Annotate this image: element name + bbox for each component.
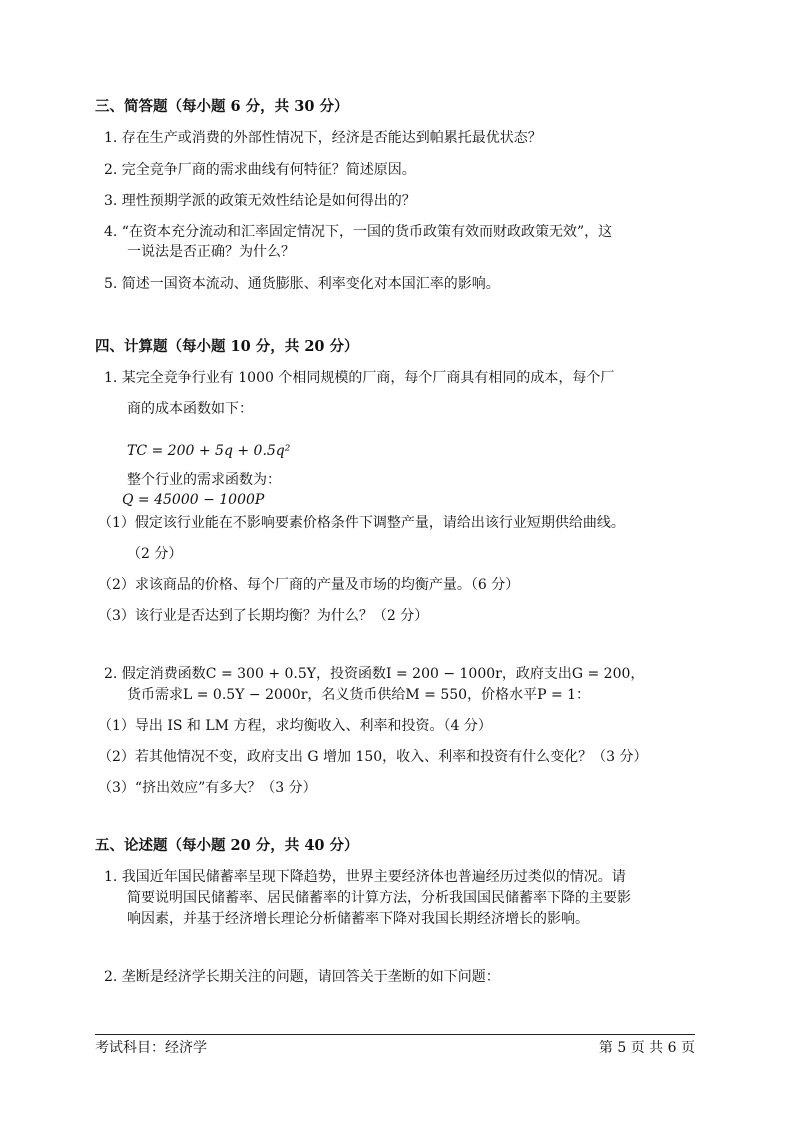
question-item: 4. “在资本充分流动和汇率固定情况下，一国的货币政策有效而财政政策无效”，这: [104, 224, 613, 240]
essay-q1-line: 响因素，并基于经济增长理论分析储蓄率下降对我国长期经济增长的影响。: [127, 911, 589, 927]
footer-page-number: 第 5 页 共 6 页: [598, 1040, 695, 1056]
section-heading-short-answer: 三、简答题（每小题 6 分，共 30 分）: [95, 98, 349, 115]
demand-intro: 整个行业的需求函数为：: [127, 472, 281, 488]
section-heading-calculation: 四、计算题（每小题 10 分，共 20 分）: [95, 338, 359, 355]
question-item: 5. 简述一国资本流动、通货膨胀、利率变化对本国汇率的影响。: [104, 276, 500, 292]
question-item-continuation: 一说法是否正确？为什么？: [127, 244, 295, 260]
calc-q1-line: 商的成本函数如下：: [127, 401, 253, 417]
sub-question-points: （2 分）: [127, 546, 183, 562]
sub-question: （1）假定该行业能在不影响要素价格条件下调整产量，请给出该行业短期供给曲线。: [98, 515, 625, 531]
section-heading-essay: 五、论述题（每小题 20 分，共 40 分）: [95, 837, 359, 854]
footer-subject: 考试科目：经济学: [95, 1040, 207, 1056]
question-item: 2. 完全竞争厂商的需求曲线有何特征？简述原因。: [104, 162, 416, 178]
sub-question: （3）该行业是否达到了长期均衡？为什么？（2 分）: [98, 608, 429, 624]
calc-q2-line: 2. 假定消费函数C = 300 + 0.5Y，投资函数I = 200 − 1000r，政府支出G = 200，: [104, 666, 645, 682]
cost-function-formula: TC = 200 + 5q + 0.5q²: [127, 443, 291, 459]
question-item: 1. 存在生产或消费的外部性情况下，经济是否能达到帕累托最优状态？: [104, 130, 542, 146]
essay-q1-line: 简要说明国民储蓄率、居民储蓄率的计算方法，分析我国国民储蓄率下降的主要影: [127, 890, 631, 906]
sub-question: （2）求该商品的价格、每个厂商的产量及市场的均衡产量。（6 分）: [98, 577, 520, 593]
sub-question: （3）“挤出效应”有多大？（3 分）: [98, 780, 317, 796]
calc-q1-line: 1. 某完全竞争行业有 1000 个相同规模的厂商，每个厂商具有相同的成本，每个厂: [104, 370, 615, 386]
question-item: 3. 理性预期学派的政策无效性结论是如何得出的？: [104, 193, 416, 209]
sub-question: （1）导出 IS 和 LM 方程，求均衡收入、利率和投资。（4 分）: [98, 718, 492, 734]
essay-q2-line: 2. 垄断是经济学长期关注的问题，请回答关于垄断的如下问题：: [104, 969, 500, 985]
calc-q2-line: 货币需求L = 0.5Y − 2000r，名义货币供给M = 550，价格水平P = 1：: [127, 687, 591, 703]
footer-divider: [95, 1034, 695, 1035]
demand-function-formula: Q = 45000 − 1000P: [122, 492, 265, 508]
essay-q1-line: 1. 我国近年国民储蓄率呈现下降趋势，世界主要经济体也普遍经历过类似的情况。请: [104, 869, 626, 885]
sub-question: （2）若其他情况不变，政府支出 G 增加 150，收入、利率和投资有什么变化？（3 分）: [98, 749, 648, 765]
